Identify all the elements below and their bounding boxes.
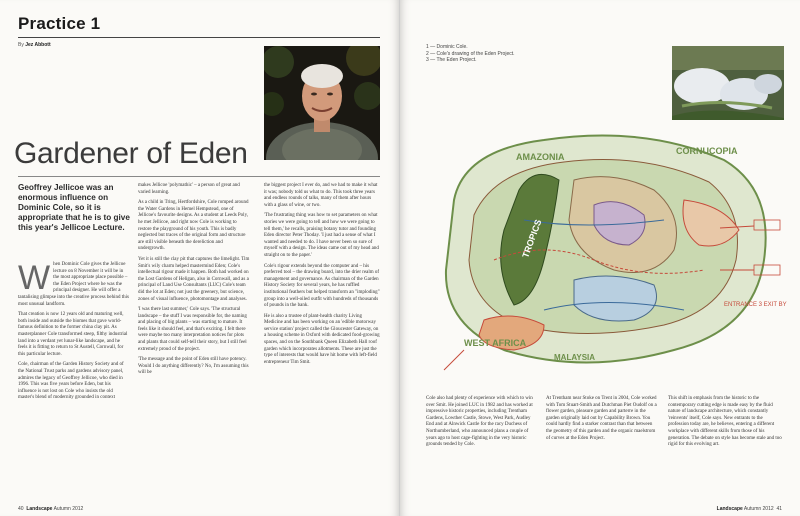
paragraph: Cole also had plenty of experience with which to win over Smit. He joined LUC in 1982 and has worked at impressive historic properties, including Trentham Gardens, Lowther Castle, Stowe, West Park, Audley End and at Alnwick Castle for the racy Duchess of Northumberland, who announced plans a couple of years ago to host cage-fighting in the very historic grounds tended by Cole.: [426, 396, 533, 448]
right-page: [400, 0, 800, 516]
paragraph: At Trentham near Stoke on Trent in 2004, Cole worked with Tom Stuart-Smith and Dutchman Piet Oudolf on a flower garden, pleasure garden and parterre in the garden originally laid out by Capability Brown. You could hardly find a starker contrast than that between the geometry of this garden and the organic maelstrom of curves at the Eden Project.: [546, 396, 657, 441]
paragraph: That creation is now 12 years old and maturing well, both inside and outside the biomes that gave world-famous definition to the former china clay pit. As masterplanner Cole transformed steep, filthy industrial land into a verdant yet lunar-like landscape, and he feels it is fitting to return to St Austell, Cornwall, for this particular lecture.: [18, 312, 128, 357]
byline-author: Jez Abbott: [25, 42, 51, 48]
paragraph: the biggest project I ever do, and we had to make it what it was; nobody told us what to do. This took three years and endless rounds of talks, many of them after hours with a glass of wine, or two.: [264, 183, 378, 208]
paragraph: This shift in emphasis from the historic to the contemporary cutting edge is made easy by the fluid nature of landscape architecture, which constantly 'reinvents' itself, Cole says. New entrants to the profession today are, he believes, entering a different workplace with different skills from those of his generation. The debate on style has become stale and too rigid for this evolving art.: [668, 396, 782, 448]
caption: 3 — The Eden Project.: [426, 57, 477, 63]
body-column-5: [546, 396, 658, 446]
paragraph: makes Jellicoe 'polymathic' – a person of great and varied learning.: [138, 183, 240, 195]
body-column-2: [138, 183, 250, 381]
caption: 2 — Cole's drawing of the Eden Project.: [426, 50, 515, 57]
masterplan-sketch: [424, 120, 788, 392]
section-title: Practice 1: [18, 14, 101, 33]
label-malaysia: MALAYSIA: [554, 353, 596, 362]
caption-list: [426, 44, 515, 64]
paragraph: When Dominic Cole gives the Jellicoe lecture on 8 November it will be in the most appropriate place possible – the Eden Project where he was the principal designer. He will offer a tantalising glimpse into the creative process behind this most unusual landform.: [18, 259, 129, 307]
body-column-4: [426, 396, 536, 453]
label-entrance: ENTRANCE 3 EXIT BY: [724, 302, 787, 308]
label-cornucopia: CORNUCOPIA: [676, 146, 738, 156]
label-west-africa: WEST AFRICA: [464, 338, 527, 348]
dropcap: W: [18, 259, 51, 297]
byline: [18, 42, 51, 48]
magazine-name: Landscape: [26, 506, 53, 512]
paragraph: 'The message and the point of Eden still have potency. Would I do anything differently? No, I'm assuming this will be: [138, 357, 249, 376]
byline-prefix: By: [18, 42, 24, 48]
paragraph: Cole's rigour extends beyond the computer and – his preferred tool – the drawing board, into the drier realm of management and governance. As chairman of the Garden History Society for several years, he has ruffled institutional feathers but helped transform an "imploding" group into a well-oiled outfit with hundreds of thousands of pounds in the bank.: [264, 263, 380, 309]
eden-masterplan-drawing: [424, 120, 788, 392]
paragraph: As a child in Tring, Hertfordshire, Cole romped around the Water Gardens in Hemel Hempstead, one of Jellicoe's favourite designs. As a student at Leeds Poly, he met Jellicoe, and right now Cole is working to restore the playground of his youth. This is badly neglected but traces of the original form and structure are still visible beneath the dereliction and undergrowth.: [138, 200, 249, 252]
portrait-photo: [264, 46, 380, 160]
standfirst: Geoffrey Jellicoe was an enormous influence on Dominic Cole, so it is appropriate that he is to give this year's Jellicoe Lecture.: [18, 183, 130, 232]
page-number: 40: [18, 506, 24, 512]
portrait-illustration: [264, 46, 380, 160]
body-column-1: [18, 259, 130, 406]
footer-right: [717, 506, 782, 512]
issue-date: Autumn 2012: [53, 506, 84, 512]
paragraph: Yet it is still the clay pit that captures the limelight. Tim Smit's wily charm helped mastermind Eden; Cole's intellectual rigour made it happen. Both had worked on the Lost Gardens of Heligan, also in Cornwall, and as a principal of Land Use Consultants (LUC) Cole's team did the lot at Eden; not just the greenery, but science, zones of visual influence, photomontage and analyses.: [138, 256, 250, 302]
paragraph: He is also a trustee of plant-health charity Living Medicine and has been working on an 'edible motorway service station' project called the Gloucester Gateway, on a housing scheme in Oxford with dedicated food-growing spaces, and on the Southbank Queen Elizabeth Hall roof garden which incorporates allotments. These are just the type of interests that would have hit home with left-field entrepreneur Tim Smit.: [264, 313, 380, 365]
paragraph: 'The frustrating thing was how to set parameters on what stories we were going to tell and how we were going to tell them,' he recalls, praising botany tutor and founding Eden director Peter Thoday. 'I just had a sense of what I wanted and needed to do. I have never been so sure of myself with a design. The ideas came out of my head and straight on to the paper.': [264, 213, 379, 258]
body-column-6: [668, 396, 782, 453]
paragraph: 'I was there last summer,' Cole says. 'The structural landscape – the stuff I was responsible for, the naming and placing of big plants – was starting to mature. It feels like it should feel, and that's exciting. I felt there were maybe too many interpretation notices for plots and plants that could self-tell their story, but I still feel extremely proud of the project.: [138, 307, 247, 352]
footer-left: [18, 506, 83, 512]
magazine-name: Landscape: [716, 506, 743, 512]
headline-rule: [18, 176, 380, 177]
body-column-3: [264, 183, 380, 370]
section-rule: [18, 37, 380, 38]
page-number: 41: [776, 506, 782, 512]
label-tropics: TROPICS: [520, 218, 544, 260]
caption: 1 — Dominic Cole.: [426, 44, 468, 50]
label-amazonia: AMAZONIA: [516, 152, 565, 162]
issue-date: Autumn 2012: [743, 506, 774, 512]
paragraph: Cole, chairman of the Garden History Society and of the National Trust parks and gardens advisory panel, admires the legacy of Geoffrey Jellicoe, who died in 1996. This was five years before Eden, but his influence is not lost on Cole who insists the old master's blend of modernity grounded in context: [18, 362, 124, 401]
article-headline: Gardener of Eden: [14, 137, 248, 170]
